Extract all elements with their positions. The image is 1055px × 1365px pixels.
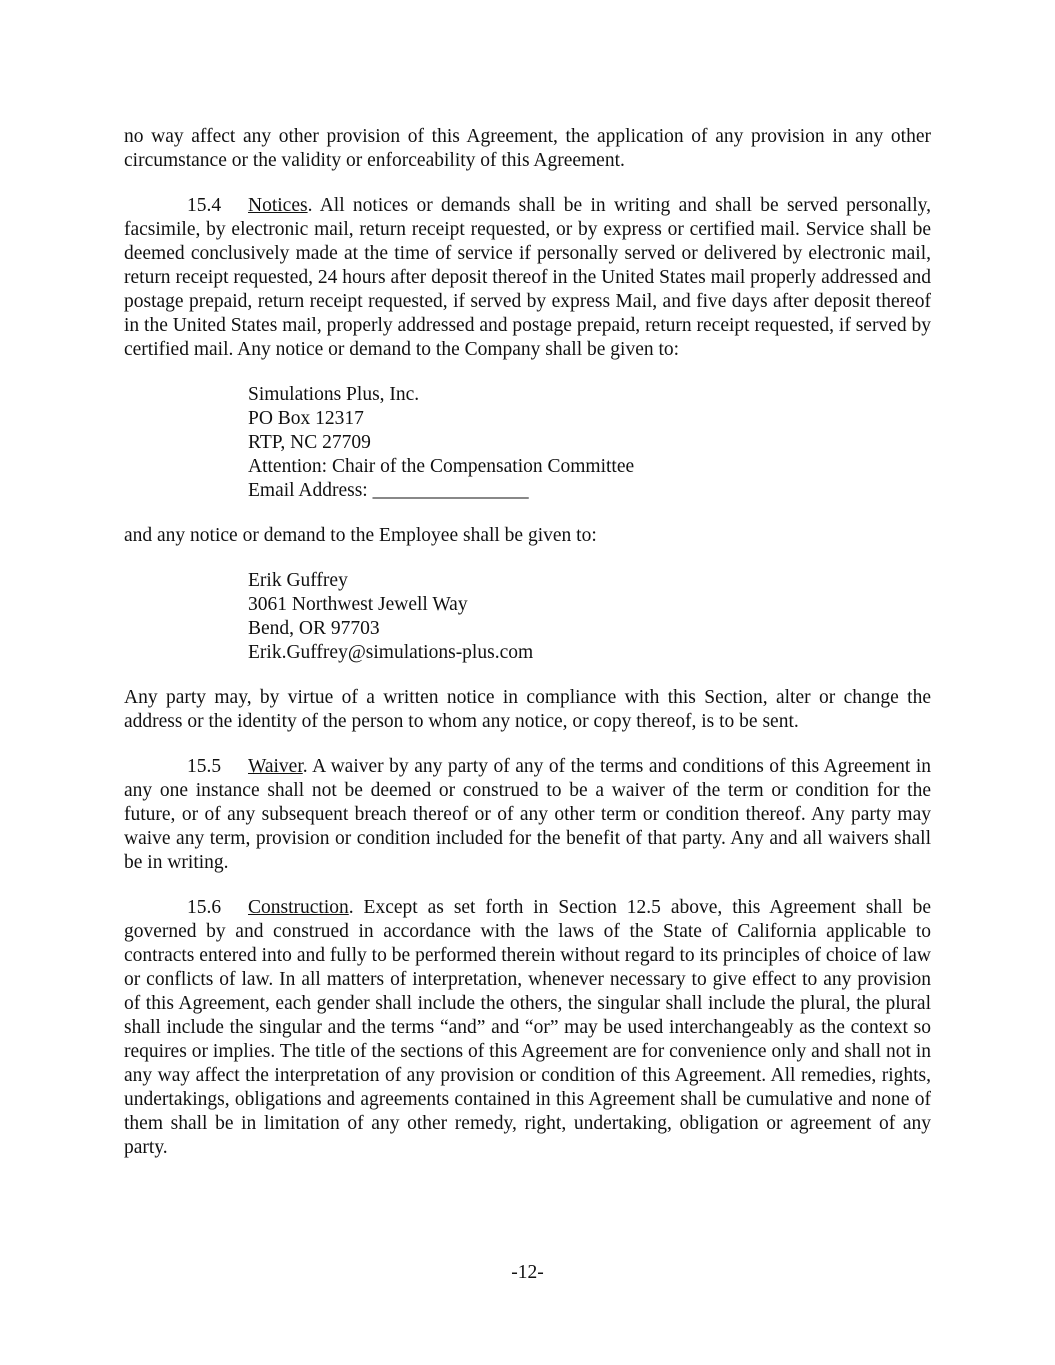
address-line: RTP, NC 27709 xyxy=(248,432,371,453)
section-text: . Except as set forth in Section 12.5 above, this Agreement shall be governed by and construed in accordance with the laws of the State of California applicable to contracts entered into and fully to be performed therein without regard to its principles of choice of law or conflicts of law. In all matters of interpretation, whenever necessary to give effect to any provision of this Agreement, each gender shall include the others, the singular shall include the plural, the plural shall include the singular and the terms “and” and “or” may be used interchangeably as the context so requires or implies. The title of the sections of this Agreement are for convenience only and shall not in any way affect the interpretation of any provision or condition of this Agreement. All remedies, rights, undertakings, obligations and agreements contained in this Agreement shall be cumulative and none of them shall be in limitation of any other remedy, right, undertaking, obligation or agreement of any party. xyxy=(124,897,931,1158)
company-address-block xyxy=(248,383,931,503)
address-line: Simulations Plus, Inc. xyxy=(248,384,420,405)
page-number: -12- xyxy=(511,1262,544,1283)
section-text: . A waiver by any party of any of the terms and conditions of this Agreement in any one instance shall not be deemed or construed to be a waiver of the term or condition for the future, or of any subsequent breach thereof or of any other term or condition thereof. Any party may waive any term, provision or condition included for the benefit of that party. Any and all waivers shall be in writing. xyxy=(124,756,931,873)
intro-paragraph: no way affect any other provision of this Agreement, the application of any provision in any other circumstance or the validity or enforceability of this Agreement. xyxy=(124,126,931,171)
address-line: Erik Guffrey xyxy=(248,570,348,591)
address-line: Attention: Chair of the Compensation Committee xyxy=(248,456,635,477)
section-heading: Waiver xyxy=(248,756,303,777)
address-line: Erik.Guffrey@simulations-plus.com xyxy=(248,642,534,663)
section-heading: Construction xyxy=(248,897,349,918)
section-15-4-paragraph xyxy=(124,194,931,362)
address-change-paragraph: Any party may, by virtue of a written notice in compliance with this Section, alter or change the address or the identity of the person to whom any notice, or copy thereof, is to be sent. xyxy=(124,687,931,732)
address-line: Bend, OR 97703 xyxy=(248,618,380,639)
address-line: 3061 Northwest Jewell Way xyxy=(248,594,468,615)
section-number: 15.6 xyxy=(187,897,222,918)
section-number: 15.5 xyxy=(187,756,222,777)
section-15-6-paragraph xyxy=(124,896,931,1160)
section-number: 15.4 xyxy=(187,195,222,216)
section-heading: Notices xyxy=(248,195,308,216)
employee-intro-paragraph: and any notice or demand to the Employee shall be given to: xyxy=(124,525,597,546)
section-15-5-paragraph xyxy=(124,755,931,875)
section-text: . All notices or demands shall be in writing and shall be served personally, facsimile, by electronic mail, return receipt requested, or by express or certified mail. Service shall be deemed conclusively made at the time of service if personally served or delivered by electronic mail, return receipt requested, 24 hours after deposit thereof in the United States mail properly addressed and postage prepaid, return receipt requested, if served by express Mail, and five days after deposit thereof in the United States mail, properly addressed and postage prepaid, return receipt requested, if served by certified mail. Any notice or demand to the Company shall be given to: xyxy=(124,195,931,360)
address-line: Email Address: ________________ xyxy=(248,480,529,501)
address-line: PO Box 12317 xyxy=(248,408,364,429)
employee-address-block xyxy=(248,569,931,665)
document-page xyxy=(124,125,931,1160)
